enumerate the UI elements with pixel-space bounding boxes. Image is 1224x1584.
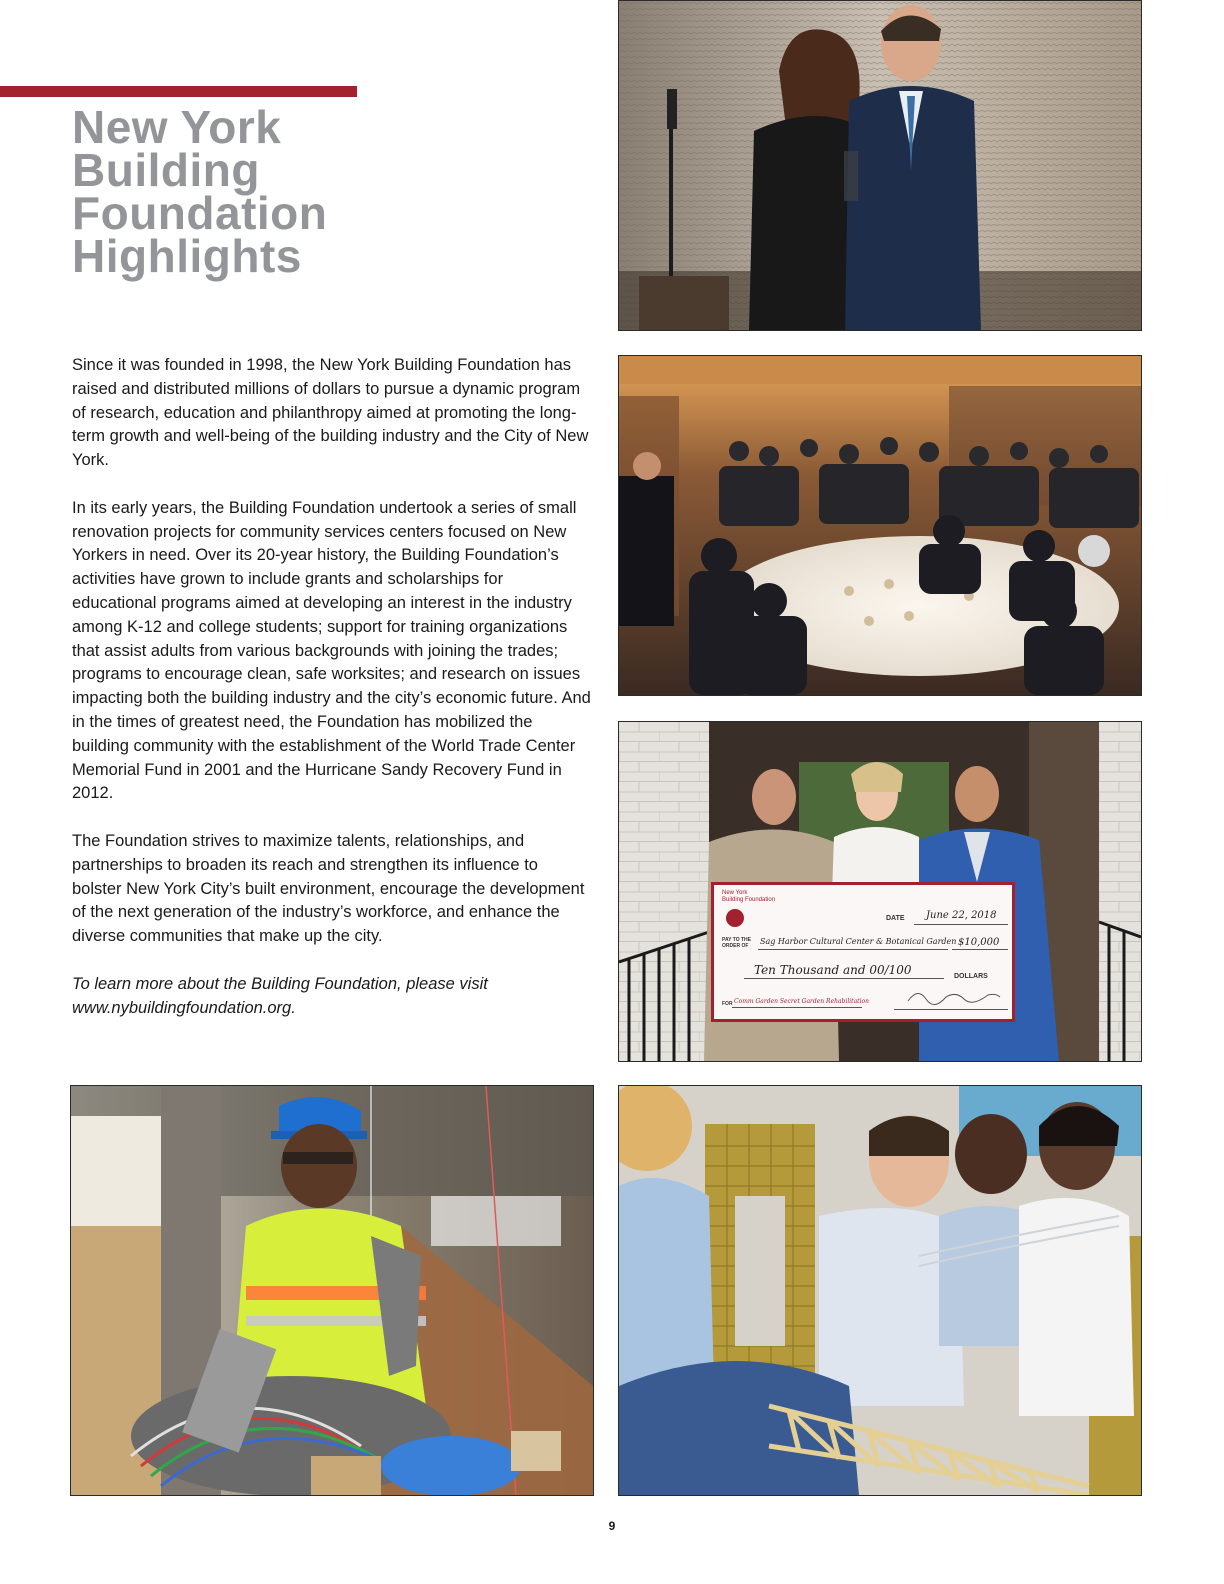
photo-students-bridge	[618, 1085, 1142, 1496]
title-line: Building	[72, 144, 260, 196]
check-dollars-label: DOLLARS	[954, 973, 988, 980]
check-words-line	[744, 978, 944, 979]
check-for-label: FOR	[722, 1001, 733, 1007]
check-pay-label-line2: ORDER OF	[722, 943, 749, 949]
check-amount-box	[952, 949, 1008, 950]
check-date-value: June 22, 2018	[926, 910, 997, 921]
check-signature-line	[894, 1009, 1008, 1010]
paragraph-mission: The Foundation strives to maximize talents, relationships, and partnerships to broaden its reach and strengthen its influence to bolster New York City’s built environment, encourage the development of the next generation of the industry’s workforce, and enhance the diverse communities that make up the city.	[72, 831, 585, 946]
check-date-line	[914, 924, 1008, 925]
page-title	[72, 101, 372, 282]
title-line: Highlights	[72, 230, 302, 282]
check-memo-line	[732, 1007, 862, 1008]
page-number: 9	[608, 1519, 616, 1533]
photo-check-presentation	[618, 721, 1142, 1062]
check-logo-line1: New York	[722, 890, 748, 896]
body-text	[72, 354, 592, 1044]
check-amount: $10,000	[958, 937, 1000, 948]
check-pay-label-line1: PAY TO THE	[722, 937, 751, 943]
check-payee-line	[758, 949, 948, 950]
paragraph-history: In its early years, the Building Foundation undertook a series of small renovation projects for community services centers focused on New Yorkers in need. Over its 20-year history, the Building Foundation’s activities have grown to include grants and scholarships for educational programs aimed at developing an interest in the industry among K-12 and college students; support for training organizations that assist adults from various backgrounds with joining the trades; programs to encourage clean, safe worksites; and research on issues impacting both the building industry and the city’s economic future. And in the times of greatest need, the Foundation has mobilized the building community with the establishment of the World Trade Center Memorial Fund in 2001 and the Hurricane Sandy Recovery Fund in 2012.	[72, 498, 591, 803]
check-pay-label	[722, 937, 751, 949]
title-line: New York	[72, 101, 282, 153]
photo-construction-worker	[70, 1085, 594, 1496]
photo-award-presentation	[618, 0, 1142, 331]
accent-bar	[0, 86, 357, 97]
check-date-label: DATE	[886, 915, 905, 922]
check-payee: Sag Harbor Cultural Center & Botanical Garden	[760, 937, 957, 946]
donation-check	[711, 882, 1015, 1022]
check-logo-icon	[726, 909, 744, 927]
check-signature	[904, 985, 1004, 1009]
check-logo-line2: Building Foundation	[722, 897, 776, 903]
check-memo: Comm Garden Secret Garden Rehabilitation	[734, 998, 869, 1005]
photo-gala-dinner	[618, 355, 1142, 696]
call-to-action: To learn more about the Building Foundation, please visit www.nybuildingfoundation.org.	[72, 974, 488, 1017]
paragraph-founding: Since it was founded in 1998, the New York Building Foundation has raised and distributed millions of dollars to pursue a dynamic program of research, education and philanthropy aimed at promoting the long-term growth and well-being of the building industry and the City of New York.	[72, 356, 589, 470]
check-logo-text	[722, 890, 775, 904]
title-line: Foundation	[72, 187, 328, 239]
check-amount-words: Ten Thousand and 00/100	[754, 963, 912, 977]
